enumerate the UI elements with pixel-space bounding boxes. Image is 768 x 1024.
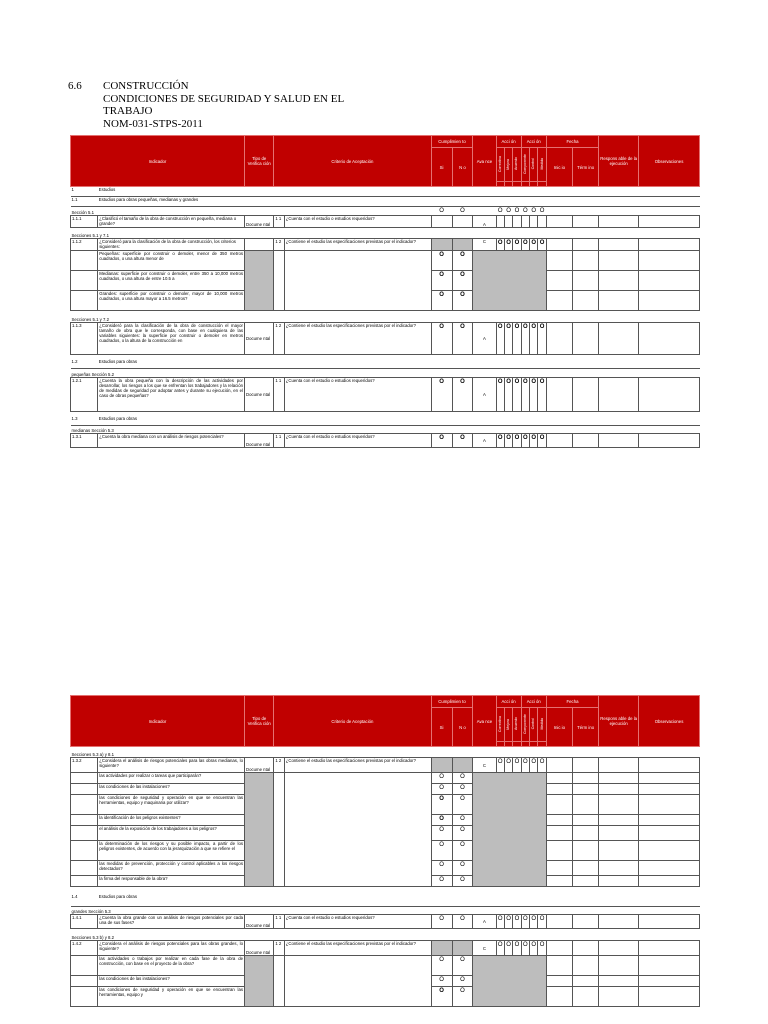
title-line: CONSTRUCCIÓN bbox=[103, 80, 189, 92]
check-mark: O bbox=[538, 378, 546, 412]
check-mark: O bbox=[504, 239, 512, 251]
checklist-table-1: Indicador Tipo de Verifica ción Criterio de Aceptación Cumplimien to Ava nce Acci ón Acci ón Fecha Respons able de la ejecución Observaciones Si N o Correctiva Mejora Acuerdo Componente Control Medida Inic io Térm ino 1 Estudios 1.1 Estudios para obras pequeñas, medianas y grandes Sección 5.1 O O O O O O O O 1.1.1 ¿Clasificó el tamaño de la obra de construcción en pequeña, mediana o grande? Docume ntal 1 1 ¿Cuenta con el estudio o estudios requeridos? A Secciones 5.1 y 7.1 1.1.2 ¿Consideró para la clasificación de la obra de construcción, los criterios siguientes: 1 2 ¿Contiene el estudio las especificaciones previstas por el indicador? C O O O O O O Pequeñas: superficie por construir o demoler, menor de 350 metros cuadrados, o una altura menor de O O Medianas: superficie por construir o demoler, entre 350 a 10,000 metros cuadrados, o una altura de entre 10.5 a O O Grandes: superficie por construir o demoler, mayor de 10,000 metros cuadrados, o una altura mayor a 16.5 metros? O O Secciones 5.1 y 7.2 1.1.3 ¿Consideró para la clasificación de la obra de construcción el mayor tamaño de obra que le corresponda, con base en cualquiera de las variables siguientes: la superficie por construir o demoler en metros cuadrados, o la altura de la construcción en Docume ntal 1 2 ¿Contiene el estudio las especificaciones previstas por el indicador? O O A O O O O O O 1.2 Estudios para obras pequeñas Sección 5.2 1.2.1 ¿Cuenta la obra pequeña con la descripción de las actividades por desarrollar, los riesgos a los que se enfrentan los trabajadores y la relación de medidas de seguridad por adoptar antes y durante su ejecución, en el caso de obras pequeñas? Docume ntal 1 1 ¿Cuenta con el estudio o estudios requeridos? O O A O O O O O O 1.3 Estudios para obras medianas Sección 5.3 1.3.1 ¿Cuenta la obra mediana con un análisis de riesgos potenciales? Docume ntal 1 1 ¿Cuenta con el estudio o estudios requeridos? O O A O O O O O O bbox=[70, 135, 700, 448]
table-row: 1.1.3 ¿Consideró para la clasificación de la obra de construcción el mayor tamaño de obra que le corresponda, con base en cualquiera de las variables siguientes: la superficie por construir o demoler en metros cuadrados, o la altura de la construcción en Docume ntal 1 2 ¿Contiene el estudio las especificaciones previstas por el indicador? O O A O O O O O O bbox=[71, 323, 700, 355]
check-mark: O bbox=[506, 208, 511, 214]
header-sub: Componente bbox=[522, 153, 527, 175]
header-sub: Correctiva bbox=[497, 156, 502, 172]
check-mark: O bbox=[513, 915, 521, 929]
check-mark: O bbox=[496, 434, 504, 448]
header-avance: Ava nce bbox=[473, 136, 496, 187]
header-sub: Medida bbox=[539, 158, 544, 170]
check-mark: O bbox=[513, 758, 521, 773]
table-row: las condiciones de las instalaciones? O O bbox=[71, 976, 700, 987]
check-mark: O bbox=[452, 795, 473, 815]
check-mark: O bbox=[538, 323, 546, 355]
check-mark: O bbox=[431, 987, 452, 1007]
check-mark: O bbox=[431, 815, 452, 826]
table-row: 1.3.2 ¿Considera el análisis de riesgos potenciales para las obras medianas, lo siguiente? Docume ntal 1 2 ¿Contiene el estudio las especificaciones previstas por el indicador? C O O O O O O bbox=[71, 758, 700, 773]
table-row: Medianas: superficie por construir o demoler, entre 350 a 10,000 metros cuadrados, o una altura de entre 10.5 a O O bbox=[71, 271, 700, 291]
check-mark: O bbox=[452, 434, 473, 448]
check-mark: O bbox=[452, 976, 473, 987]
header-sub: Control bbox=[531, 158, 536, 170]
section-number: 6.6 bbox=[68, 80, 82, 92]
check-mark: O bbox=[431, 826, 452, 841]
header-accion-1: Acci ón bbox=[496, 696, 521, 708]
check-mark: O bbox=[530, 239, 538, 251]
header-indicador: Indicador bbox=[71, 696, 245, 747]
header-sub: Correctiva bbox=[497, 716, 502, 732]
title-line: CONDICIONES DE SEGURIDAD Y SALUD EN EL bbox=[103, 92, 345, 105]
table-row: Pequeñas: superficie por construir o demoler, menor de 350 metros cuadrados, o una altura menor de O O bbox=[71, 251, 700, 271]
check-mark: O bbox=[431, 773, 452, 784]
check-mark: O bbox=[530, 378, 538, 412]
table-row: las actividades por realizar o tareas que participarán? O O bbox=[71, 773, 700, 784]
check-mark: O bbox=[431, 876, 452, 887]
check-mark: O bbox=[452, 323, 473, 355]
check-mark: O bbox=[431, 378, 452, 412]
check-mark: O bbox=[452, 291, 473, 311]
check-mark: O bbox=[431, 915, 452, 929]
check-mark: O bbox=[431, 841, 452, 861]
check-mark: O bbox=[452, 826, 473, 841]
check-mark: O bbox=[496, 378, 504, 412]
header-sub: Mejora bbox=[506, 718, 511, 730]
check-mark: O bbox=[452, 773, 473, 784]
header-si: Si bbox=[431, 148, 452, 187]
check-mark: O bbox=[521, 434, 529, 448]
check-mark: O bbox=[452, 987, 473, 1007]
check-mark: O bbox=[431, 956, 452, 976]
check-mark: O bbox=[431, 976, 452, 987]
check-mark: O bbox=[513, 434, 521, 448]
table-row: las medidas de prevención, protección y control aplicables a los riesgos detectados? O O bbox=[71, 861, 700, 876]
check-mark: O bbox=[452, 271, 473, 291]
check-mark: O bbox=[452, 251, 473, 271]
check-mark: O bbox=[530, 434, 538, 448]
table-row: las condiciones de seguridad y operación en que se encuentran las herramientas, equipo y O O bbox=[71, 987, 700, 1007]
check-mark: O bbox=[452, 378, 473, 412]
header-observaciones: Observaciones bbox=[639, 696, 700, 747]
header-sub: Acuerdo bbox=[514, 717, 519, 731]
table-row: el análisis de la exposición de los trabajadores a los peligros? O O bbox=[71, 826, 700, 841]
table-row: la identificación de los peligros existentes? O O bbox=[71, 815, 700, 826]
header-criterio: Criterio de Aceptación bbox=[274, 696, 431, 747]
table-row: las condiciones de las instalaciones? O O bbox=[71, 784, 700, 795]
check-mark: O bbox=[452, 956, 473, 976]
table-row: 1.2.1 ¿Cuenta la obra pequeña con la descripción de las actividades por desarrollar, los riesgos a los que se enfrentan los trabajadores y la relación de medidas de seguridad por adoptar antes y durante su ejecución, en el caso de obras pequeñas? Docume ntal 1 1 ¿Cuenta con el estudio o estudios requeridos? O O A O O O O O O bbox=[71, 378, 700, 412]
check-mark: O bbox=[504, 323, 512, 355]
check-mark: O bbox=[538, 758, 546, 773]
check-mark: O bbox=[431, 251, 452, 271]
header-sub: Acuerdo bbox=[514, 157, 519, 171]
section-ref: Secciones 5.1 y 7.1 bbox=[71, 228, 700, 239]
check-mark: O bbox=[523, 208, 528, 214]
title-line: NOM-031-STPS-2011 bbox=[103, 117, 203, 130]
check-mark: O bbox=[513, 239, 521, 251]
check-mark: O bbox=[521, 323, 529, 355]
table-row: las condiciones de seguridad y operación en que se encuentran las herramientas, equipo y maquinaria por utilizar? O O bbox=[71, 795, 700, 815]
header-accion-1: Acci ón bbox=[496, 136, 521, 148]
check-mark: O bbox=[496, 323, 504, 355]
header-fecha: Fecha bbox=[546, 696, 598, 708]
check-mark: O bbox=[530, 941, 538, 956]
check-mark: O bbox=[513, 323, 521, 355]
check-mark: O bbox=[452, 815, 473, 826]
header-termino: Térm ino bbox=[573, 708, 599, 747]
check-mark: O bbox=[531, 208, 537, 214]
header-responsable: Respons able de la ejecución bbox=[599, 696, 639, 747]
section-title: Estudios para obras pequeñas, medianas y grandes bbox=[98, 197, 700, 207]
header-fecha: Fecha bbox=[546, 136, 598, 148]
check-mark: O bbox=[452, 876, 473, 887]
table-row: 1.1.2 ¿Consideró para la clasificación de la obra de construcción, los criterios siguientes: 1 2 ¿Contiene el estudio las especificaciones previstas por el indicador? C O O O O O O bbox=[71, 239, 700, 251]
title-line: TRABAJO bbox=[103, 105, 153, 117]
check-mark: O bbox=[431, 434, 452, 448]
header-accion-2: Acci ón bbox=[521, 136, 546, 148]
check-mark: O bbox=[504, 915, 512, 929]
header-sub: Mejora bbox=[506, 158, 511, 170]
check-mark: O bbox=[514, 208, 520, 214]
check-mark: O bbox=[538, 915, 546, 929]
check-mark: O bbox=[431, 271, 452, 291]
check-mark: O bbox=[521, 239, 529, 251]
section-title: Estudios bbox=[98, 187, 700, 197]
check-mark: O bbox=[504, 941, 512, 956]
section-ref: medianas Sección 5.3 bbox=[71, 426, 700, 434]
header-sub: Medida bbox=[539, 718, 544, 730]
check-mark: O bbox=[521, 941, 529, 956]
header-indicador: Indicador bbox=[71, 136, 245, 187]
check-mark: O bbox=[431, 861, 452, 876]
check-mark: O bbox=[431, 784, 452, 795]
section-ref: Secciones 5.1 y 7.2 bbox=[71, 311, 700, 323]
table-row: 1.3.1 ¿Cuenta la obra mediana con un análisis de riesgos potenciales? Docume ntal 1 1 ¿Cuenta con el estudio o estudios requeridos? O O A O O O O O O bbox=[71, 434, 700, 448]
check-mark: O bbox=[439, 208, 444, 214]
header-si: Si bbox=[431, 708, 452, 747]
check-mark: O bbox=[504, 434, 512, 448]
table-row: 1.4.2 ¿Considera el análisis de riesgos potenciales para las obras grandes, lo siguiente? Docume ntal 1 2 ¿Contiene el estudio las especificaciones previstas por el indicador? C O O O O O O bbox=[71, 941, 700, 956]
check-mark: O bbox=[521, 758, 529, 773]
section-ref: grandes Sección 5.3 bbox=[71, 907, 700, 915]
check-mark: O bbox=[530, 915, 538, 929]
check-mark: O bbox=[504, 758, 512, 773]
section-ref: Secciones 5.3 b) y 8.2 bbox=[71, 929, 700, 941]
header-cumplimiento: Cumplimien to bbox=[431, 136, 473, 148]
checklist-table-2: Indicador Tipo de Verifica ción Criterio de Aceptación Cumplimien to Ava nce Acci ón Acci ón Fecha Respons able de la ejecución Observaciones Si N o Correctiva Mejora Acuerdo Componente Control Medida Inic io Térm ino Secciones 5.3 a) y 8.1 1.3.2 ¿Considera el análisis de riesgos potenciales para las obras medianas, lo siguiente? Docume ntal 1 2 ¿Contiene el estudio las especificaciones previstas por el indicador? C O O O O O O las actividades por realizar o tareas que participarán? O O las condiciones de las instalaciones? O O las condiciones de seguridad y operación en que se encuentran las herramientas, equipo y maquinaria por utilizar? O O la identificación de los peligros existentes? O O el análisis de la exposición de los trabajadores a los peligros? O O la determinación de los riesgos y su posible impacto, a partir de los peligros existentes, de acuerdo con la jerarquización a que se refiere el O O las medidas de prevención, protección y control aplicables a los riesgos detectados? O O la firma del responsable de la obra? O O 1.4 Estudios para obras grandes Sección 5.3 1.4.1 ¿Cuenta la obra grande con un análisis de riesgos potenciales por cada una de sus fases? Docume ntal 1 1 ¿Cuenta con el estudio o estudios requeridos? O O A O O O O O O Secciones 5.3 b) y 8.2 1.4.2 ¿Considera el análisis de riesgos potenciales para las obras grandes, lo siguiente? Docume ntal 1 2 ¿Contiene el estudio las especificaciones previstas por el indicador? C O O O O O O las actividades o trabajos por realizar en cada fase de la obra de construcción, con base en el proyecto de la obra? O O las condiciones de las instalaciones? O O las condiciones de seguridad y operación en que se encuentran las herramientas, equipo y O O bbox=[70, 695, 700, 1007]
section-num: 1 bbox=[71, 187, 98, 197]
check-mark: O bbox=[460, 208, 465, 214]
header-avance: Ava nce bbox=[473, 696, 496, 747]
check-mark: O bbox=[538, 941, 546, 956]
header-inicio: Inic io bbox=[546, 148, 572, 187]
check-mark: O bbox=[452, 841, 473, 861]
check-mark: O bbox=[521, 378, 529, 412]
check-mark: O bbox=[538, 239, 546, 251]
header-tipo: Tipo de Verifica ción bbox=[244, 136, 273, 187]
check-mark: O bbox=[513, 378, 521, 412]
section-ref: Sección 5.1 bbox=[71, 207, 432, 216]
table-row: 1.1.1 ¿Clasificó el tamaño de la obra de construcción en pequeña, mediana o grande? Docume ntal 1 1 ¿Cuenta con el estudio o estudios requeridos? A bbox=[71, 216, 700, 228]
check-mark: O bbox=[431, 291, 452, 311]
header-tipo: Tipo de Verifica ción bbox=[244, 696, 273, 747]
header-cumplimiento: Cumplimien to bbox=[431, 696, 473, 708]
header-observaciones: Observaciones bbox=[639, 136, 700, 187]
header-sub: Control bbox=[531, 718, 536, 730]
check-mark: O bbox=[521, 915, 529, 929]
check-mark: O bbox=[452, 861, 473, 876]
section-ref: pequeñas Sección 5.2 bbox=[71, 369, 700, 378]
check-mark: O bbox=[496, 915, 504, 929]
section-ref: Secciones 5.3 a) y 8.1 bbox=[71, 747, 700, 758]
check-mark: O bbox=[530, 758, 538, 773]
table-row: la firma del responsable de la obra? O O bbox=[71, 876, 700, 887]
header-criterio: Criterio de Aceptación bbox=[274, 136, 431, 187]
table-row: la determinación de los riesgos y su posible impacto, a partir de los peligros existentes, de acuerdo con la jerarquización a que se refiere el O O bbox=[71, 841, 700, 861]
check-mark: O bbox=[497, 208, 503, 214]
check-mark: O bbox=[452, 784, 473, 795]
check-mark: O bbox=[431, 795, 452, 815]
check-mark: O bbox=[431, 323, 452, 355]
table-row: Grandes: superficie por construir o demoler, mayor de 10,000 metros cuadrados, o una altura mayor a 16.5 metros? O O bbox=[71, 291, 700, 311]
check-mark: O bbox=[504, 378, 512, 412]
check-mark: O bbox=[496, 239, 504, 251]
table-row: 1.4.1 ¿Cuenta la obra grande con un análisis de riesgos potenciales por cada una de sus fases? Docume ntal 1 1 ¿Cuenta con el estudio o estudios requeridos? O O A O O O O O O bbox=[71, 915, 700, 929]
header-responsable: Respons able de la ejecución bbox=[599, 136, 639, 187]
header-sub: Componente bbox=[522, 713, 527, 735]
header-no: N o bbox=[452, 148, 473, 187]
section-num: 1.1 bbox=[71, 197, 98, 207]
check-mark: O bbox=[539, 208, 545, 214]
header-termino: Térm ino bbox=[573, 148, 599, 187]
check-mark: O bbox=[513, 941, 521, 956]
header-accion-2: Acci ón bbox=[521, 696, 546, 708]
table-row: las actividades o trabajos por realizar en cada fase de la obra de construcción, con base en el proyecto de la obra? O O bbox=[71, 956, 700, 976]
header-no: N o bbox=[452, 708, 473, 747]
check-mark: O bbox=[452, 915, 473, 929]
check-mark: O bbox=[496, 941, 504, 956]
check-mark: O bbox=[538, 434, 546, 448]
header-inicio: Inic io bbox=[546, 708, 572, 747]
check-mark: O bbox=[496, 758, 504, 773]
check-mark: O bbox=[530, 323, 538, 355]
